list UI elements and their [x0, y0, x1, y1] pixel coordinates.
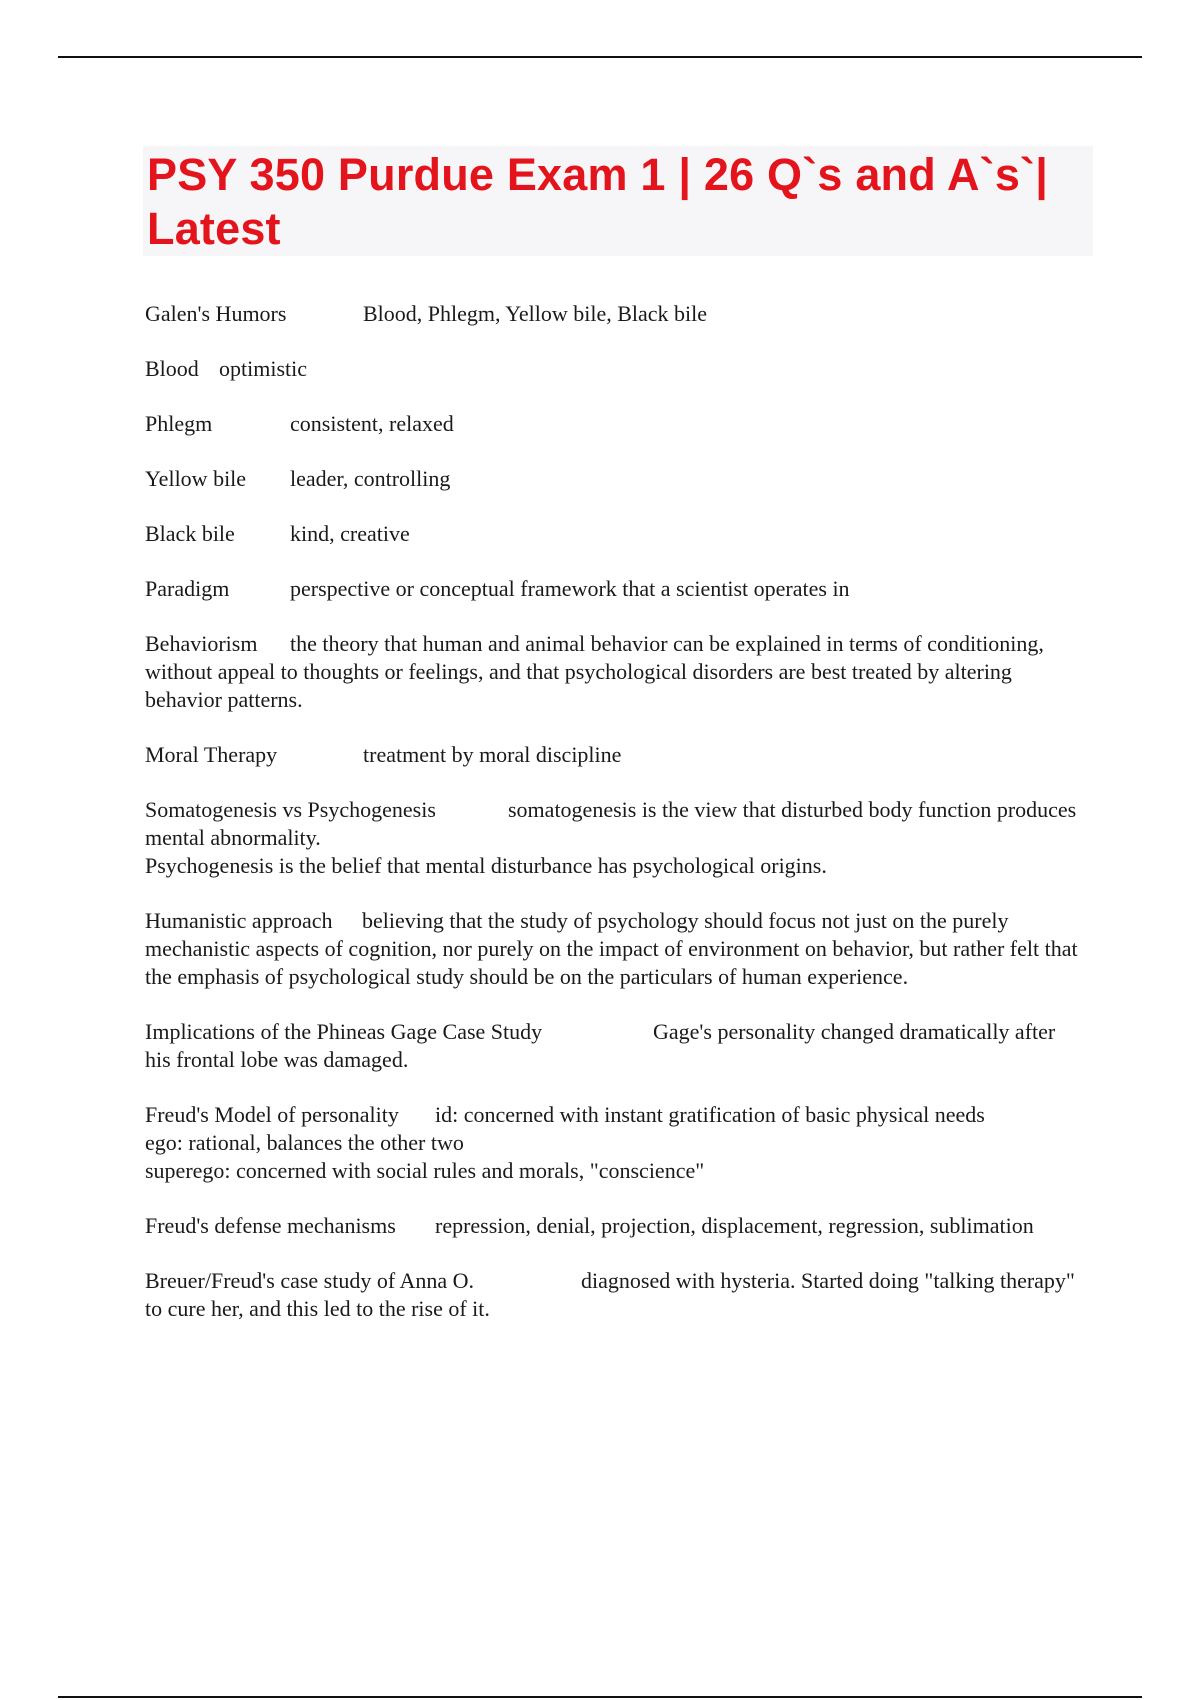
entry-term: Breuer/Freud's case study of Anna O.: [145, 1268, 475, 1293]
entry-definition: somatogenesis is the view that disturbed body function produces mental abnormality.: [145, 797, 1082, 850]
flashcard-entry: [145, 465, 1085, 493]
flashcard-list: [145, 300, 1085, 1350]
entry-definition: consistent, relaxed: [290, 411, 454, 436]
entry-term: Blood: [145, 356, 199, 381]
flashcard-entry: [145, 907, 1085, 991]
entry-term: Galen's Humors: [145, 301, 287, 326]
entry-extra-line: superego: concerned with social rules and morals, "conscience": [145, 1158, 705, 1183]
entry-definition: repression, denial, projection, displacement, regression, sublimation: [435, 1213, 1034, 1238]
entry-definition: optimistic: [219, 356, 307, 381]
entry-definition: kind, creative: [290, 521, 410, 546]
entry-definition: believing that the study of psychology should focus not just on the purely mechanistic aspects of cognition, nor purely on the impact of environment on behavior, but rather felt that the emphasis of psychological study should be on the particulars of human experience.: [145, 908, 1084, 989]
flashcard-entry: [145, 1101, 1085, 1185]
flashcard-entry: [145, 796, 1085, 880]
header-rule: [58, 56, 1142, 58]
flashcard-entry: [145, 741, 1085, 769]
entry-term: Moral Therapy: [145, 742, 278, 767]
entry-term: Behaviorism: [145, 631, 258, 656]
entry-definition: Blood, Phlegm, Yellow bile, Black bile: [363, 301, 708, 326]
entry-term: Somatogenesis vs Psychogenesis: [145, 797, 436, 822]
flashcard-entry: [145, 1267, 1085, 1323]
entry-term: Paradigm: [145, 576, 230, 601]
entry-term: Freud's Model of personality: [145, 1102, 399, 1127]
entry-term: Yellow bile: [145, 466, 247, 491]
entry-term: Phlegm: [145, 411, 213, 436]
entry-definition: Gage's personality changed dramatically after his frontal lobe was damaged.: [145, 1019, 1061, 1072]
entry-definition: treatment by moral discipline: [363, 742, 622, 767]
entry-term: Freud's defense mechanisms: [145, 1213, 396, 1238]
document-title: PSY 350 Purdue Exam 1 | 26 Q`s and A`s`| Latest: [147, 149, 1049, 254]
entry-extra-line: Psychogenesis is the belief that mental disturbance has psychological origins.: [145, 853, 827, 878]
entry-term: Black bile: [145, 521, 235, 546]
title-block: [143, 146, 1093, 256]
flashcard-entry: [145, 630, 1085, 714]
flashcard-entry: [145, 300, 1085, 328]
entry-term: Humanistic approach: [145, 908, 333, 933]
entry-term: Implications of the Phineas Gage Case Study: [145, 1019, 543, 1044]
flashcard-entry: [145, 355, 1085, 383]
flashcard-entry: [145, 1018, 1085, 1074]
entry-definition: the theory that human and animal behavior can be explained in terms of conditioning, without appeal to thoughts or feelings, and that psychological disorders are best treated by altering behavior patterns.: [145, 631, 1050, 712]
flashcard-entry: [145, 520, 1085, 548]
flashcard-entry: [145, 575, 1085, 603]
entry-definition: leader, controlling: [290, 466, 451, 491]
entry-definition: id: concerned with instant gratification of basic physical needs: [435, 1102, 985, 1127]
footer-rule: [58, 1696, 1142, 1698]
flashcard-entry: [145, 410, 1085, 438]
entry-extra-line: ego: rational, balances the other two: [145, 1130, 464, 1155]
flashcard-entry: [145, 1212, 1085, 1240]
entry-definition: diagnosed with hysteria. Started doing "talking therapy" to cure her, and this led to the rise of it.: [145, 1268, 1081, 1321]
entry-definition: perspective or conceptual framework that a scientist operates in: [290, 576, 850, 601]
